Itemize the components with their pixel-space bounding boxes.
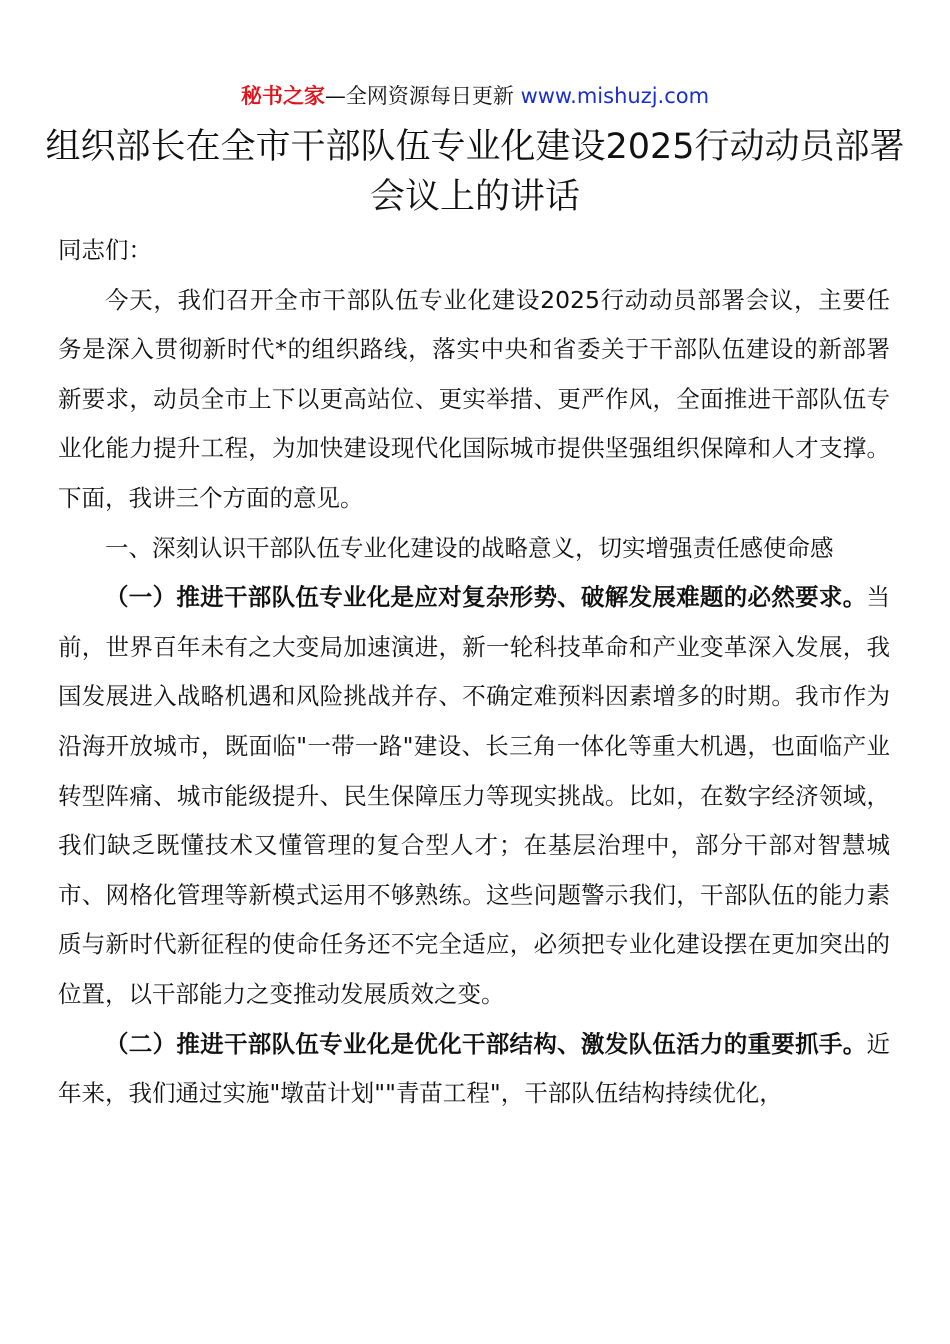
subsection-body-2: 近年来，我们通过实施"墩苗计划""青苗工程"，干部队伍结构持续优化， xyxy=(58,1029,890,1108)
site-brand: 秘书之家 xyxy=(240,84,325,108)
site-url[interactable]: www.mishuzj.com xyxy=(520,84,710,108)
document-title: 组织部长在全市干部队伍专业化建设2025行动动员部署会议上的讲话 xyxy=(45,127,905,217)
salutation: 同志们： xyxy=(58,236,152,264)
section-heading: 一、深刻认识干部队伍专业化建设的战略意义，切实增强责任感使命感 xyxy=(105,533,834,562)
site-header xyxy=(0,80,950,112)
subsection-body-1: 当前，世界百年未有之大变局加速演进，新一轮科技革命和产业变革深入发展，我国发展进入战略机遇和风险挑战并存、不确定难预料因素增多的时期。我市作为沿海开放城市，既面临"一带一路"建设、长三角一体化等重大机遇，也面临产业转型阵痛、城市能级提升、民生保障压力等现实挑战。比如，在数字经济领域，我们缺乏既懂技术又懂管理的复合型人才；在基层治理中，部分干部对智慧城市、网格化管理等新模式运用不够熟练。这些问题警示我们，干部队伍的能力素质与新时代新征程的使命任务还不完全适应，必须把专业化建设摆在更加突出的位置，以干部能力之变推动发展质效之变。 xyxy=(58,583,890,1008)
subsection-heading-2: （二）推进干部队伍专业化是优化干部结构、激发队伍活力的重要抓手。 xyxy=(105,1029,867,1058)
subsection-paragraph-2 xyxy=(58,1020,890,1119)
subsection-heading-1: （一）推进干部队伍专业化是应对复杂形势、破解发展难题的必然要求。 xyxy=(105,583,867,612)
subsection-paragraph-1 xyxy=(58,573,890,1019)
document-body xyxy=(58,226,890,1119)
site-slogan: —全网资源每日更新 xyxy=(324,84,521,108)
intro-paragraph: 今天，我们召开全市干部队伍专业化建设2025行动动员部署会议，主要任务是深入贯彻新时代*的组织路线，落实中央和省委关于干部队伍建设的新部署新要求，动员全市上下以更高站位、更实举措、更严作风，全面推进干部队伍专业化能力提升工程，为加快建设现代化国际城市提供坚强组织保障和人才支撑。下面，我讲三个方面的意见。 xyxy=(58,285,890,512)
